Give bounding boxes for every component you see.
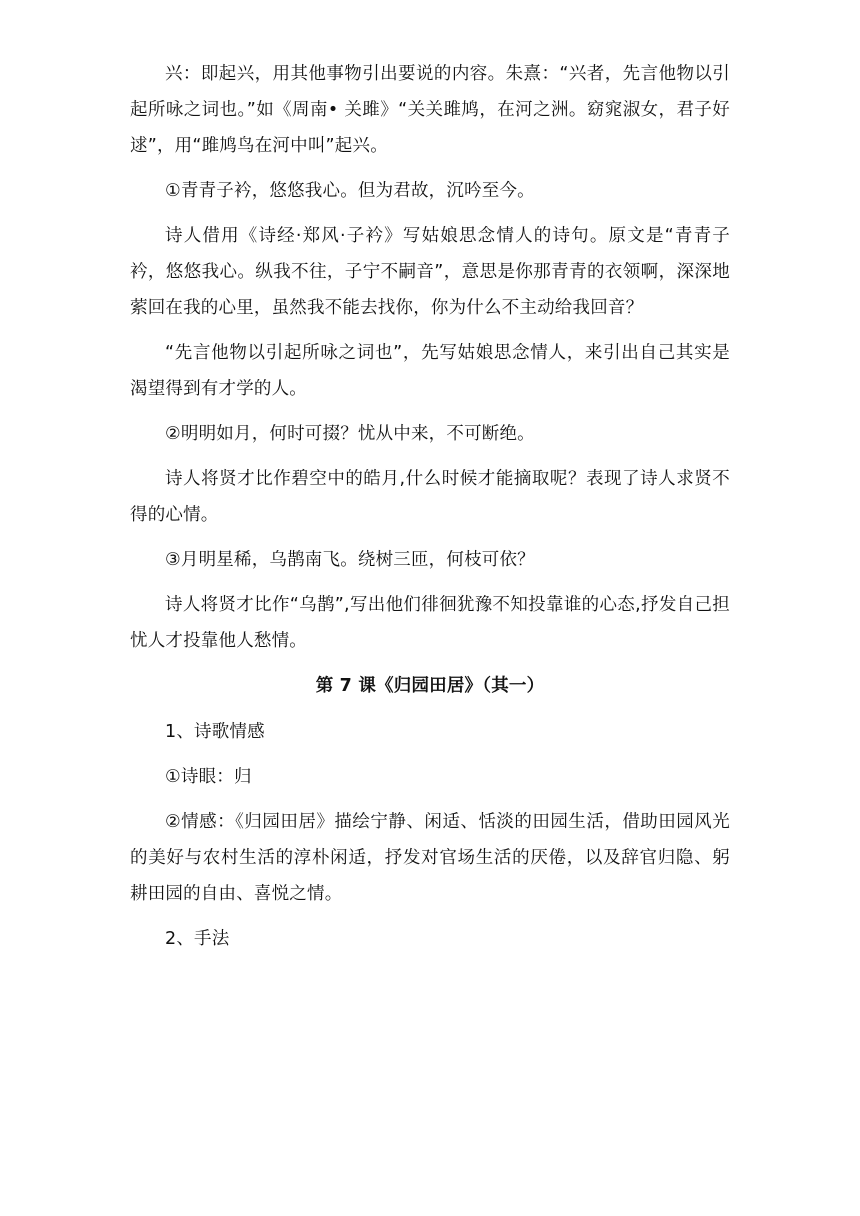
paragraph-quote-3: ③月明星稀，乌鹊南飞。绕树三匝，何枝可依？	[165, 550, 535, 570]
paragraph-xing-definition: 兴：即起兴，用其他事物引出要说的内容。朱熹：“兴者，先言他物以引起所咏之词也。”如《周南• 关雎》“关关雎鸠，在河之洲。窈窕淑女，君子好逑”，用“雎鸠鸟在河中叫”起兴。	[130, 64, 730, 156]
paragraph-explanation-1: 诗人借用《诗经·郑风·子衿》写姑娘思念情人的诗句。原文是“青青子衿，悠悠我心。纵我不往，子宁不嗣音”，意思是你那青青的衣领啊，深深地萦回在我的心里，虽然我不能去找你，你为什么不主动给我回音？	[130, 226, 730, 318]
lesson-title: 第 7 课《归园田居》（其一）	[315, 676, 545, 696]
paragraph-explanation-1b: “先言他物以引起所咏之词也”，先写姑娘思念情人，来引出自己其实是渴望得到有才学的人。	[130, 343, 730, 399]
paragraph-quote-2: ②明明如月，何时可掇？忧从中来，不可断绝。	[165, 424, 535, 444]
paragraph-emotion: ②情感：《归园田居》描绘宁静、闲适、恬淡的田园生活，借助田园风光的美好与农村生活的淳朴闲适，抒发对官场生活的厌倦，以及辞官归隐、躬耕田园的自由、喜悦之情。	[130, 812, 730, 904]
paragraph-quote-1: ①青青子衿，悠悠我心。但为君故，沉吟至今。	[165, 181, 535, 201]
paragraph-explanation-3: 诗人将贤才比作“乌鹊”,写出他们徘徊犹豫不知投靠谁的心态,抒发自己担忧人才投靠他人愁情。	[130, 595, 730, 651]
section-heading-emotion: 1、诗歌情感	[165, 722, 265, 742]
section-heading-technique: 2、手法	[165, 929, 230, 949]
paragraph-explanation-2: 诗人将贤才比作碧空中的皓月,什么时候才能摘取呢？表现了诗人求贤不得的心情。	[130, 469, 730, 525]
paragraph-poem-eye: ①诗眼：归	[165, 767, 252, 787]
document-body	[130, 56, 730, 966]
